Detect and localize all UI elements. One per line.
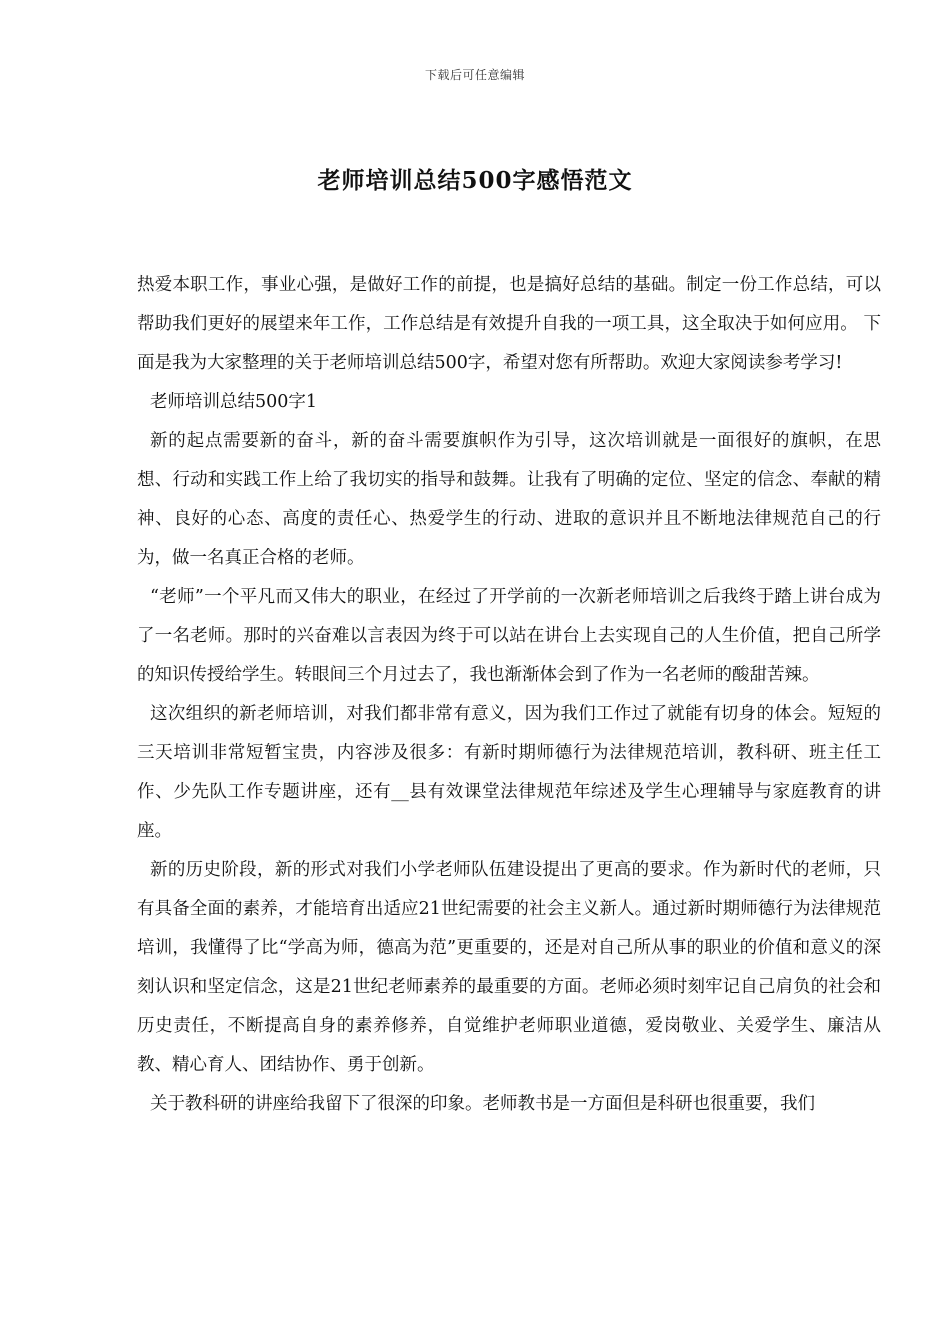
body-paragraph: “老师”一个平凡而又伟大的职业，在经过了开学前的一次新老师培训之后我终于踏上讲台成为了一名老师。那时的兴奋难以言表因为终于可以站在讲台上去实现自己的人生价值，把自己所学的知识传授给学生。转眼间三个月过去了，我也渐渐体会到了作为一名老师的酸甜苦辣。 bbox=[137, 587, 881, 685]
section-heading: 老师培训总结500字1 bbox=[150, 392, 318, 412]
document-body bbox=[137, 266, 881, 1124]
body-paragraph: 关于教科研的讲座给我留下了很深的印象。老师教书是一方面但是科研也很重要，我们 bbox=[150, 1094, 815, 1114]
body-paragraph: 新的起点需要新的奋斗，新的奋斗需要旗帜作为引导，这次培训就是一面很好的旗帜，在思想、行动和实践工作上给了我切实的指导和鼓舞。让我有了明确的定位、坚定的信念、奉献的精神、良好的心态、高度的责任心、热爱学生的行动、进取的意识并且不断地法律规范自己的行为，做一名真正合格的老师。 bbox=[137, 431, 881, 568]
document-title: 老师培训总结500字感悟范文 bbox=[317, 167, 633, 194]
intro-paragraph: 热爱本职工作，事业心强，是做好工作的前提，也是搞好总结的基础。制定一份工作总结，可以帮助我们更好的展望来年工作，工作总结是有效提升自我的一项工具，这全取决于如何应用。 下面是我为大家整理的关于老师培训总结500字，希望对您有所帮助。欢迎大家阅读参考学习! bbox=[137, 275, 881, 373]
page-header-note: 下载后可任意编辑 bbox=[424, 68, 525, 82]
body-paragraph: 这次组织的新老师培训，对我们都非常有意义，因为我们工作过了就能有切身的体会。短短的三天培训非常短暂宝贵，内容涉及很多：有新时期师德行为法律规范培训，教科研、班主任工作、少先队工作专题讲座，还有__县有效课堂法律规范年综述及学生心理辅导与家庭教育的讲座。 bbox=[137, 704, 881, 841]
body-paragraph: 新的历史阶段，新的形式对我们小学老师队伍建设提出了更高的要求。作为新时代的老师，只有具备全面的素养，才能培育出适应21世纪需要的社会主义新人。通过新时期师德行为法律规范培训，我懂得了比“学高为师，德高为范”更重要的，还是对自己所从事的职业的价值和意义的深刻认识和坚定信念，这是21世纪老师素养的最重要的方面。老师必须时刻牢记自己肩负的社会和历史责任，不断提高自身的素养修养，自觉维护老师职业道德，爱岗敬业、关爱学生、廉洁从教、精心育人、团结协作、勇于创新。 bbox=[137, 860, 881, 1075]
